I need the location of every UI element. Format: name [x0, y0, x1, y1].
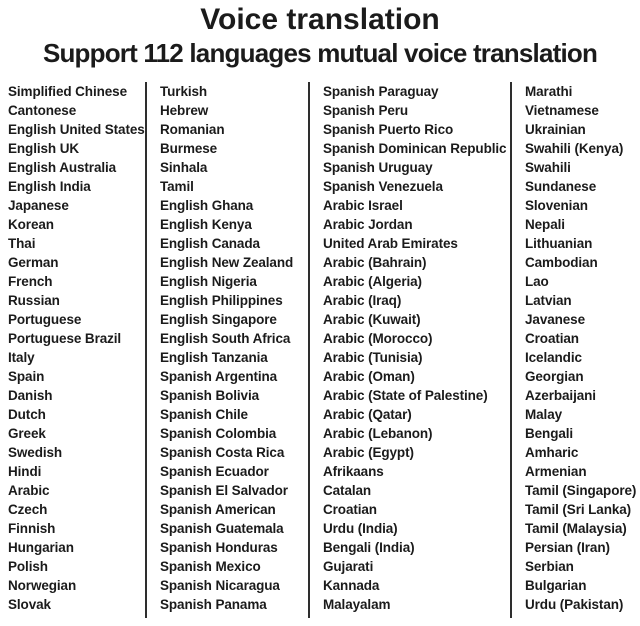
language-item: Bulgarian [525, 578, 587, 593]
language-item: Croatian [323, 502, 377, 517]
language-item: English Philippines [160, 293, 283, 308]
language-item: Spanish Dominican Republic [323, 141, 507, 156]
language-item: Cantonese [8, 103, 77, 118]
language-item: Japanese [8, 198, 69, 213]
language-item: Spanish Colombia [160, 426, 277, 441]
language-item: Spanish Nicaragua [160, 578, 280, 593]
language-item: Spanish Peru [323, 103, 409, 118]
language-item: Spanish Panama [160, 597, 267, 612]
language-item: Swahili (Kenya) [525, 141, 624, 156]
language-item: English Nigeria [160, 274, 257, 289]
language-item: United Arab Emirates [323, 236, 458, 251]
language-item: Ukrainian [525, 122, 586, 137]
language-item: Czech [8, 502, 48, 517]
language-item: Arabic (Lebanon) [323, 426, 433, 441]
language-item: Sinhala [160, 160, 208, 175]
language-item: Spanish American [160, 502, 276, 517]
language-item: Portuguese Brazil [8, 331, 122, 346]
language-item: Arabic (Tunisia) [323, 350, 423, 365]
language-item: Latvian [525, 293, 572, 308]
language-item: Slovenian [525, 198, 588, 213]
language-item: Slovak [8, 597, 51, 612]
language-item: Danish [8, 388, 53, 403]
language-item: Tamil [160, 179, 194, 194]
page-subtitle: Support 112 languages mutual voice translation [42, 38, 598, 68]
language-item: Sundanese [525, 179, 597, 194]
language-item: Dutch [8, 407, 46, 422]
language-item: Thai [8, 236, 36, 251]
language-item: English India [8, 179, 91, 194]
language-item: Arabic (Qatar) [323, 407, 412, 422]
language-item: Vietnamese [525, 103, 599, 118]
language-item: Malayalam [323, 597, 391, 612]
page-title: Voice translation [200, 3, 440, 36]
language-item: English Kenya [160, 217, 252, 232]
language-item: English South Africa [160, 331, 291, 346]
language-item: Arabic (Algeria) [323, 274, 422, 289]
language-item: Spanish El Salvador [160, 483, 288, 498]
language-item: Malay [525, 407, 563, 422]
language-item: Turkish [160, 84, 208, 99]
language-item: Polish [8, 559, 48, 574]
language-item: Afrikaans [323, 464, 384, 479]
language-item: Georgian [525, 369, 584, 384]
language-item: English Canada [160, 236, 260, 251]
language-item: Tamil (Sri Lanka) [525, 502, 632, 517]
language-item: Bengali [525, 426, 574, 441]
language-item: Hebrew [160, 103, 209, 118]
language-item: Bengali (India) [323, 540, 415, 555]
language-item: Amharic [525, 445, 579, 460]
language-item: Spanish Chile [160, 407, 248, 422]
language-item: Hindi [8, 464, 42, 479]
language-item: Spanish Venezuela [323, 179, 443, 194]
language-item: English UK [8, 141, 80, 156]
language-item: Croatian [525, 331, 579, 346]
language-item: Finnish [8, 521, 56, 536]
language-item: Lithuanian [525, 236, 593, 251]
language-item: Spanish Mexico [160, 559, 261, 574]
language-item: Arabic Jordan [323, 217, 413, 232]
language-item: Tamil (Malaysia) [525, 521, 627, 536]
language-item: Persian (Iran) [525, 540, 610, 555]
language-item: Azerbaijani [525, 388, 596, 403]
language-item: Arabic Israel [323, 198, 403, 213]
language-item: Spanish Costa Rica [160, 445, 285, 460]
language-item: Spanish Paraguay [323, 84, 439, 99]
language-item: Lao [525, 274, 549, 289]
language-item: English United States [8, 122, 145, 137]
language-column [510, 82, 640, 618]
language-item: Javanese [525, 312, 586, 327]
language-item: German [8, 255, 59, 270]
language-item: French [8, 274, 53, 289]
language-item: Spanish Bolivia [160, 388, 260, 403]
language-item: Burmese [160, 141, 218, 156]
language-item: Marathi [525, 84, 573, 99]
language-item: Portuguese [8, 312, 82, 327]
language-item: Simplified Chinese [8, 84, 127, 99]
language-item: English New Zealand [160, 255, 294, 270]
language-item: Icelandic [525, 350, 582, 365]
language-item: Arabic [8, 483, 50, 498]
language-item: Korean [8, 217, 54, 232]
language-list [0, 74, 640, 618]
language-item: Tamil (Singapore) [525, 483, 637, 498]
language-column [0, 82, 145, 618]
language-column [308, 82, 510, 618]
language-item: Armenian [525, 464, 587, 479]
language-item: English Singapore [160, 312, 277, 327]
language-item: Kannada [323, 578, 380, 593]
language-item: Urdu (Pakistan) [525, 597, 624, 612]
language-item: English Australia [8, 160, 117, 175]
language-item: Swedish [8, 445, 63, 460]
language-item: Hungarian [8, 540, 74, 555]
language-item: Spanish Argentina [160, 369, 278, 384]
language-item: Cambodian [525, 255, 598, 270]
language-item: Norwegian [8, 578, 77, 593]
language-item: Arabic (Morocco) [323, 331, 433, 346]
language-item: Serbian [525, 559, 574, 574]
language-item: Catalan [323, 483, 372, 498]
language-item: Arabic (Oman) [323, 369, 415, 384]
language-item: Spanish Uruguay [323, 160, 433, 175]
header [0, 0, 640, 68]
language-item: Swahili [525, 160, 571, 175]
language-item: Italy [8, 350, 35, 365]
language-item: Russian [8, 293, 60, 308]
language-item: Arabic (Iraq) [323, 293, 402, 308]
language-item: Arabic (Egypt) [323, 445, 414, 460]
language-item: Arabic (Kuwait) [323, 312, 421, 327]
language-item: Spanish Guatemala [160, 521, 284, 536]
language-item: Romanian [160, 122, 225, 137]
language-item: Spanish Puerto Rico [323, 122, 454, 137]
language-item: Nepali [525, 217, 565, 232]
language-column [145, 82, 308, 618]
language-item: Arabic (State of Palestine) [323, 388, 488, 403]
language-item: Greek [8, 426, 46, 441]
language-item: Spanish Ecuador [160, 464, 269, 479]
language-item: English Tanzania [160, 350, 268, 365]
language-item: Arabic (Bahrain) [323, 255, 427, 270]
language-item: Gujarati [323, 559, 374, 574]
language-item: Urdu (India) [323, 521, 398, 536]
language-item: English Ghana [160, 198, 254, 213]
language-item: Spain [8, 369, 45, 384]
language-item: Spanish Honduras [160, 540, 278, 555]
